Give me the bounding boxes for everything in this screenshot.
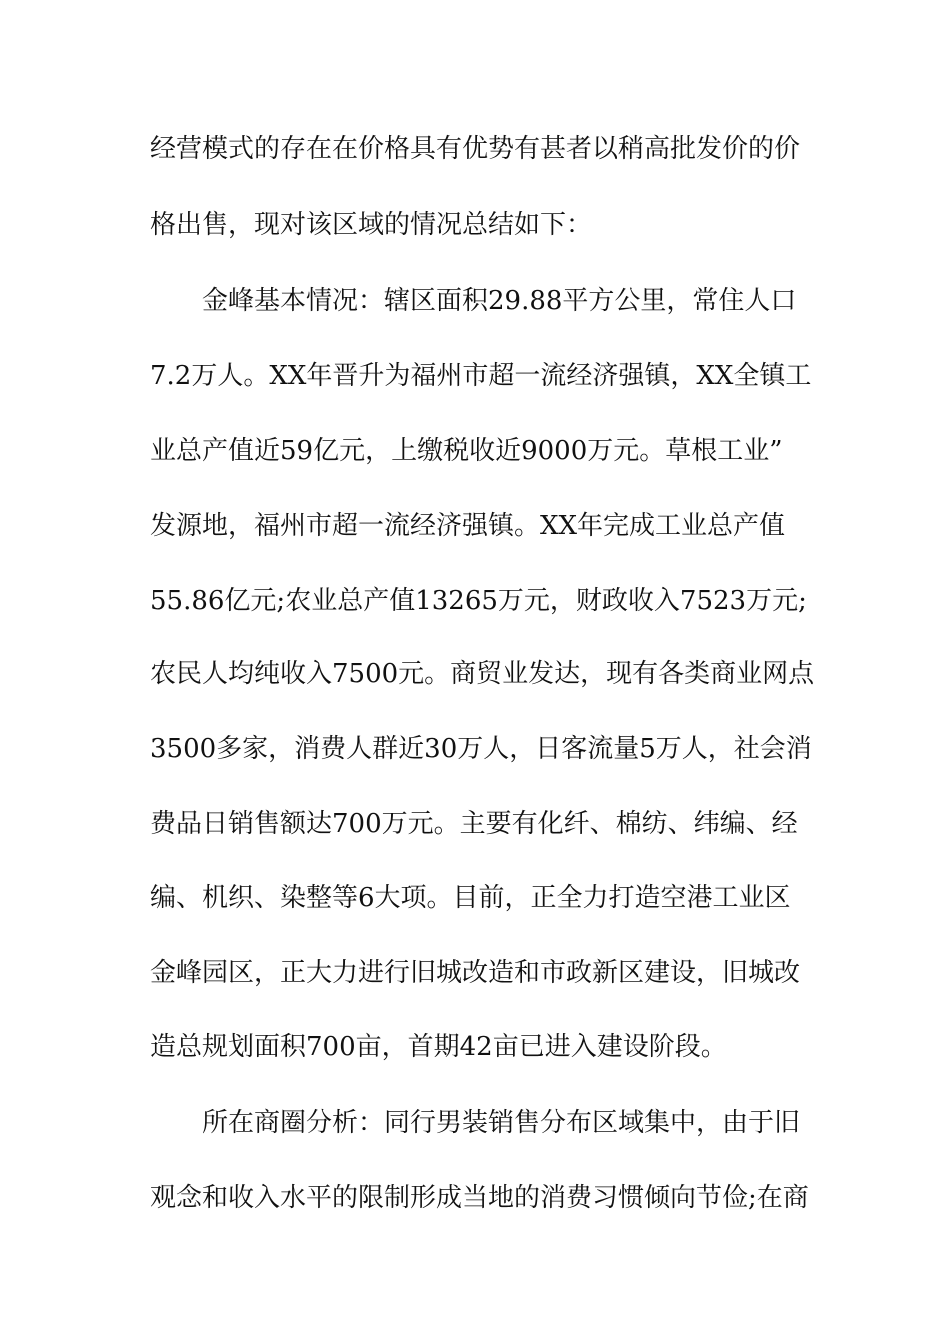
text-line: 金峰园区，正大力进行旧城改造和市政新区建设，旧城改 [150, 958, 801, 988]
text-line: 业总产值近59亿元，上缴税收近9000万元。草根工业” [150, 436, 783, 466]
text-line: 经营模式的存在在价格具有优势有甚者以稍高批发价的价 [150, 134, 801, 164]
text-line: 格出售，现对该区域的情况总结如下： [150, 210, 593, 240]
text-line: 费品日销售额达700万元。主要有化纤、棉纺、纬编、经 [150, 809, 798, 839]
paragraph-start-line: 金峰基本情况：辖区面积29.88平方公里，常住人口 [202, 286, 797, 316]
text-line: 造总规划面积700亩，首期42亩已进入建设阶段。 [150, 1032, 727, 1062]
text-line: 观念和收入水平的限制形成当地的消费习惯倾向节俭;在商 [150, 1183, 809, 1213]
text-line: 编、机织、染整等6大项。目前，正全力打造空港工业区 [150, 883, 791, 913]
text-line: 7.2万人。XX年晋升为福州市超一流经济强镇，XX全镇工 [150, 361, 812, 391]
text-line: 55.86亿元;农业总产值13265万元，财政收入7523万元; [150, 586, 807, 616]
text-line: 3500多家，消费人群近30万人，日客流量5万人，社会消 [150, 734, 812, 764]
paragraph-start-line: 所在商圈分析：同行男装销售分布区域集中，由于旧 [202, 1108, 801, 1138]
text-line: 发源地，福州市超一流经济强镇。XX年完成工业总产值 [150, 511, 786, 541]
text-line: 农民人均纯收入7500元。商贸业发达，现有各类商业网点 [150, 659, 815, 689]
